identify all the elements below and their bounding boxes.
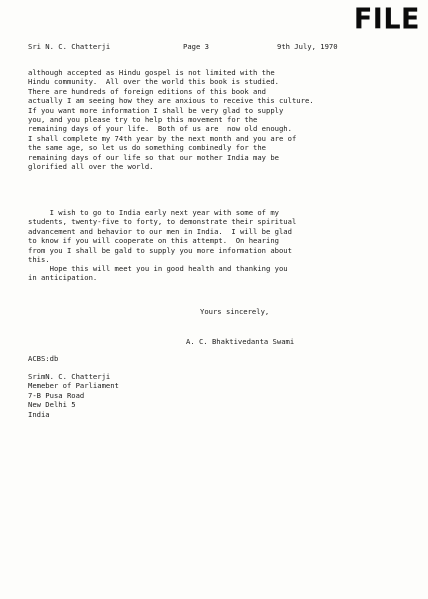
text-line: Hope this will meet you in good health and thanking you [28, 264, 288, 273]
text-line: you, and you please try to help this movement for the [28, 115, 258, 125]
signature-name: A. C. Bhaktivedanta Swami [186, 337, 295, 346]
text-line: If you want more information I shall be very glad to supply [28, 105, 284, 115]
address-line: Memeber of Parliament [28, 381, 119, 391]
text-line: actually I am seeing how they are anxious to receive this culture. [28, 96, 314, 106]
text-line: Hindu community. All over the world this book is studied. [28, 77, 279, 87]
typist-initials: ACBS:db [28, 354, 59, 363]
body-paragraph-2 [28, 208, 408, 264]
text-line: although accepted as Hindu gospel is not limited with the [28, 68, 275, 77]
text-line: advancement and behavior to our men in India. I will be glad [28, 226, 292, 236]
file-stamp: FILE [353, 3, 420, 36]
address-line: India [28, 409, 50, 419]
text-line: this. [28, 255, 50, 265]
header-date: 9th July, 1970 [277, 42, 338, 51]
recipient-address [28, 372, 119, 419]
text-line: in anticipation. [28, 273, 98, 283]
text-line: to know if you will cooperate on this attempt. On hearing [28, 236, 279, 246]
address-line: SrimN. C. Chatterji [28, 372, 111, 381]
text-line: students, twenty-five to forty, to demonstrate their spiritual [28, 217, 297, 227]
text-line: I shall complete my 74th year by the next month and you are of [28, 133, 297, 143]
body-paragraph-3 [28, 264, 408, 283]
header-page-number: Page 3 [183, 42, 209, 51]
body-paragraph-1 [28, 68, 408, 171]
text-line: remaining days of your life. Both of us are now old enough. [28, 124, 292, 134]
text-line: the same age, so let us do something combinedly for the [28, 143, 266, 153]
text-line: remaining days of our life so that our mother India may be [28, 152, 279, 162]
address-line: 7-B Pusa Road [28, 390, 85, 400]
header-recipient: Sri N. C. Chatterji [28, 42, 111, 51]
closing-salutation: Yours sincerely, [200, 307, 270, 316]
text-line: I wish to go to India early next year with some of my [28, 208, 279, 217]
text-line: from you I shall be gald to supply you more information about [28, 245, 292, 255]
address-line: New Delhi 5 [28, 400, 76, 410]
text-line: glorified all over the world. [28, 162, 154, 172]
text-line: There are hundreds of foreign editions of this book and [28, 86, 266, 96]
